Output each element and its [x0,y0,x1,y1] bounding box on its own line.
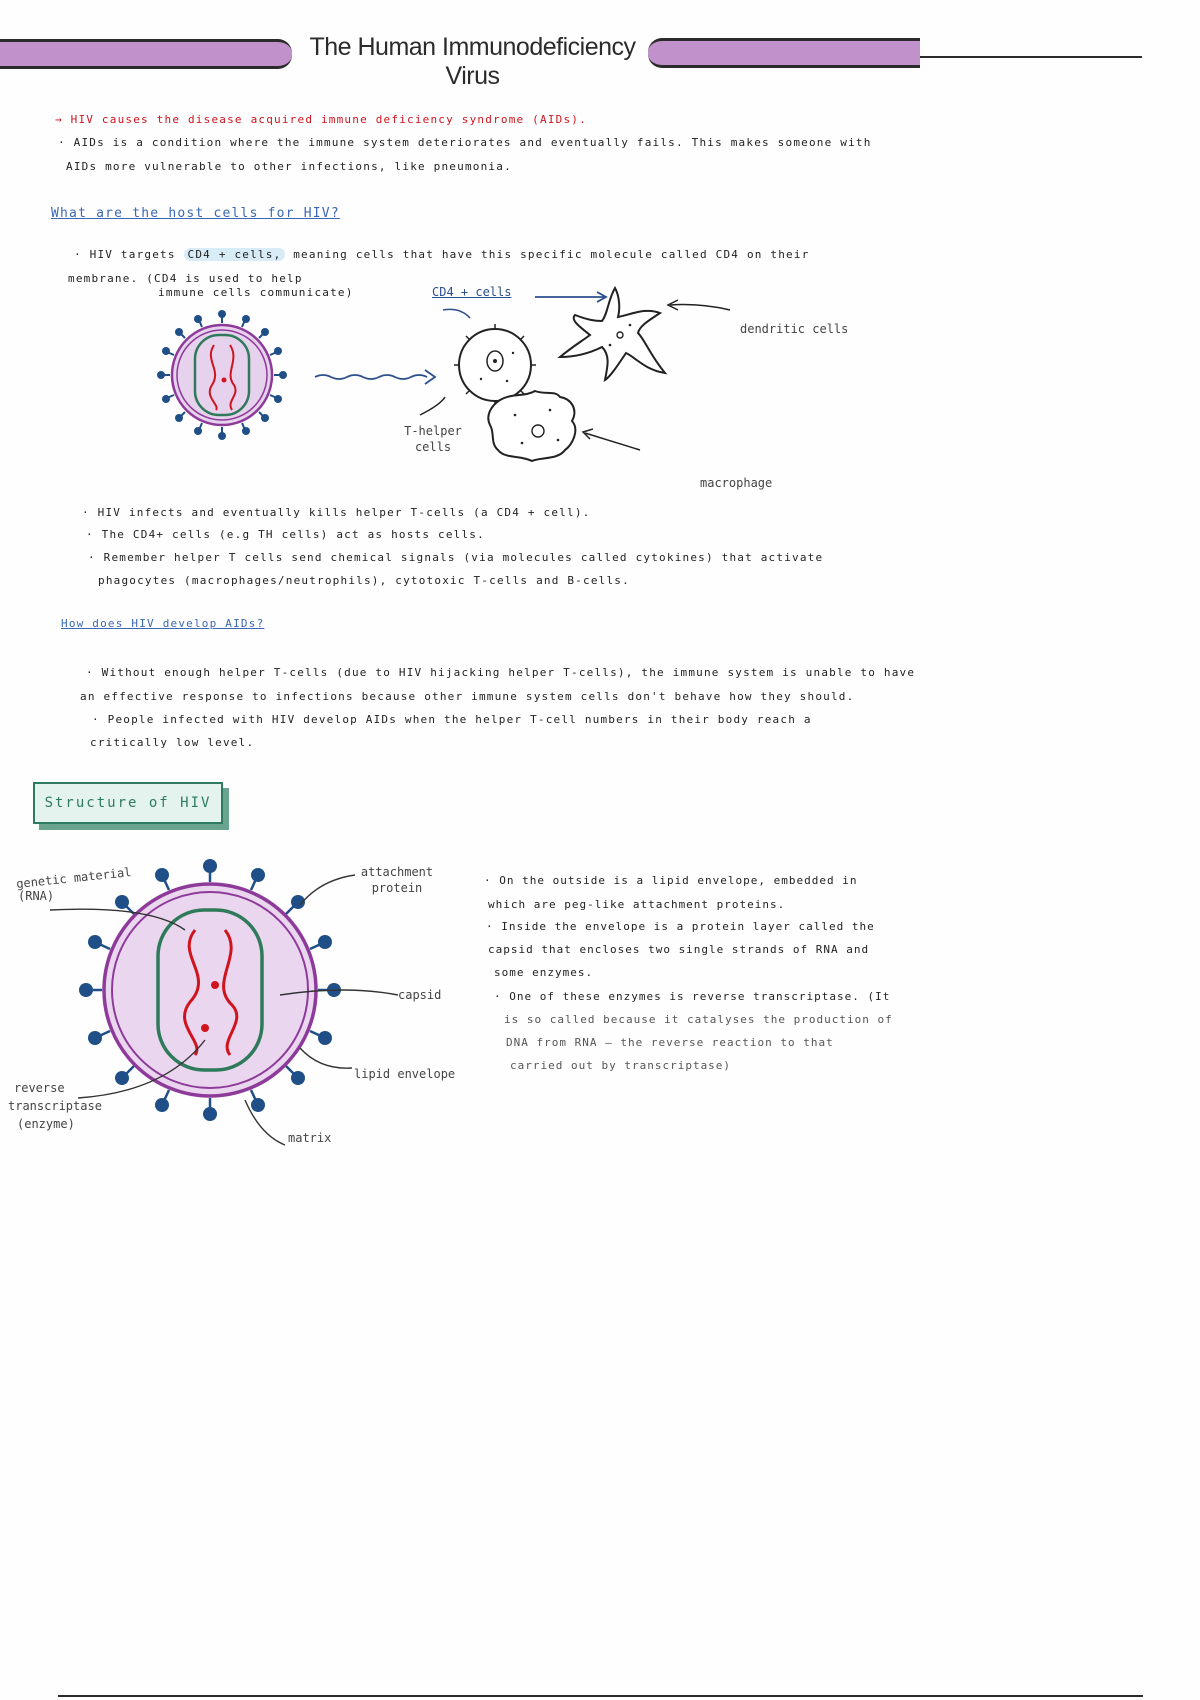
structure-note-9: carried out by transcriptase) [510,1059,732,1072]
label-genetic-material: genetic material [15,864,133,892]
host-bullet-3: · Remember helper T cells send chemical signals (via molecules called cytokines) that activate [88,551,824,564]
label-genetic-rna: (RNA) [18,889,55,903]
develop-line-3: · People infected with HIV develop AIDs when the helper T-cell numbers in their body reach a [92,713,812,726]
host-cells-diagram [140,285,840,500]
label-cd4-cells: CD4 + cells [432,285,512,299]
intro-line-1: → HIV causes the disease acquired immune deficiency syndrome (AIDs). [55,113,587,126]
label-capsid: capsid [398,988,442,1002]
structure-note-3: · Inside the envelope is a protein layer called the [486,920,875,933]
label-enzyme: (enzyme) [17,1117,75,1131]
structure-note-8: DNA from RNA – the reverse reaction to that [506,1036,834,1049]
footer-rule [58,1695,1143,1697]
structure-note-1: · On the outside is a lipid envelope, embedded in [484,874,858,887]
label-macrophage: macrophage [700,476,773,490]
host-cells-line-3: immune cells communicate) [158,286,354,299]
develop-line-4: critically low level. [90,736,255,749]
develop-heading: How does HIV develop AIDs? [61,617,265,630]
header-rule [920,56,1142,58]
structure-note-5: some enzymes. [494,966,594,979]
label-attachment-1: attachment [360,865,434,879]
host-cells-line-2: membrane. (CD4 is used to help [68,272,303,285]
host-bullet-2: · The CD4+ cells (e.g TH cells) act as hosts cells. [86,528,485,541]
cd4-highlight: CD4 + cells, [184,248,286,261]
label-matrix: matrix [288,1131,332,1145]
label-reverse: reverse [14,1081,65,1095]
dendritic-cell-icon [560,288,665,380]
structure-leaders [0,860,470,1160]
intro-line-2: · AIDs is a condition where the immune system deteriorates and eventually fails. This makes someone with [58,136,872,149]
wavy-arrow [315,375,427,379]
label-transcriptase: transcriptase [8,1099,102,1113]
host-bullet-3b: phagocytes (macrophages/neutrophils), cytotoxic T-cells and B-cells. [98,574,630,587]
macrophage-icon [488,391,575,461]
host-cells-line-1-pre: · HIV targets [74,248,176,261]
label-lipid-envelope: lipid envelope [354,1067,456,1081]
host-cells-line-1 [74,248,810,261]
label-dendritic-cells: dendritic cells [740,322,849,336]
page-title: The Human Immunodeficiency Virus [309,33,636,90]
label-attachment-2: protein [371,881,423,895]
small-virus-icon [157,310,287,440]
header-bar-left [0,39,292,69]
structure-note-6: · One of these enzymes is reverse transcriptase. (It [494,990,891,1003]
structure-note-4: capsid that encloses two single strands of RNA and [488,943,870,956]
host-cells-heading: What are the host cells for HIV? [51,206,340,221]
structure-note-2: which are peg-like attachment proteins. [488,898,786,911]
intro-line-3: AIDs more vulnerable to other infections, like pneumonia. [66,160,512,173]
structure-note-7: is so called because it catalyses the production of [504,1013,893,1026]
structure-title: Structure of HIV [44,795,212,811]
host-cells-line-1-post: meaning cells that have this specific molecule called CD4 on their [293,248,810,261]
header-bar-right [648,38,920,68]
host-bullet-1: · HIV infects and eventually kills helper T-cells (a CD4 + cell). [82,506,591,519]
develop-line-1: · Without enough helper T-cells (due to HIV hijacking helper T-cells), the immune system is unable to have [86,666,916,679]
label-t-helper-2: cells [414,440,452,454]
develop-line-2: an effective response to infections because other immune system cells don't behave how they should. [80,690,855,703]
label-t-helper-1: T-helper [404,424,462,438]
